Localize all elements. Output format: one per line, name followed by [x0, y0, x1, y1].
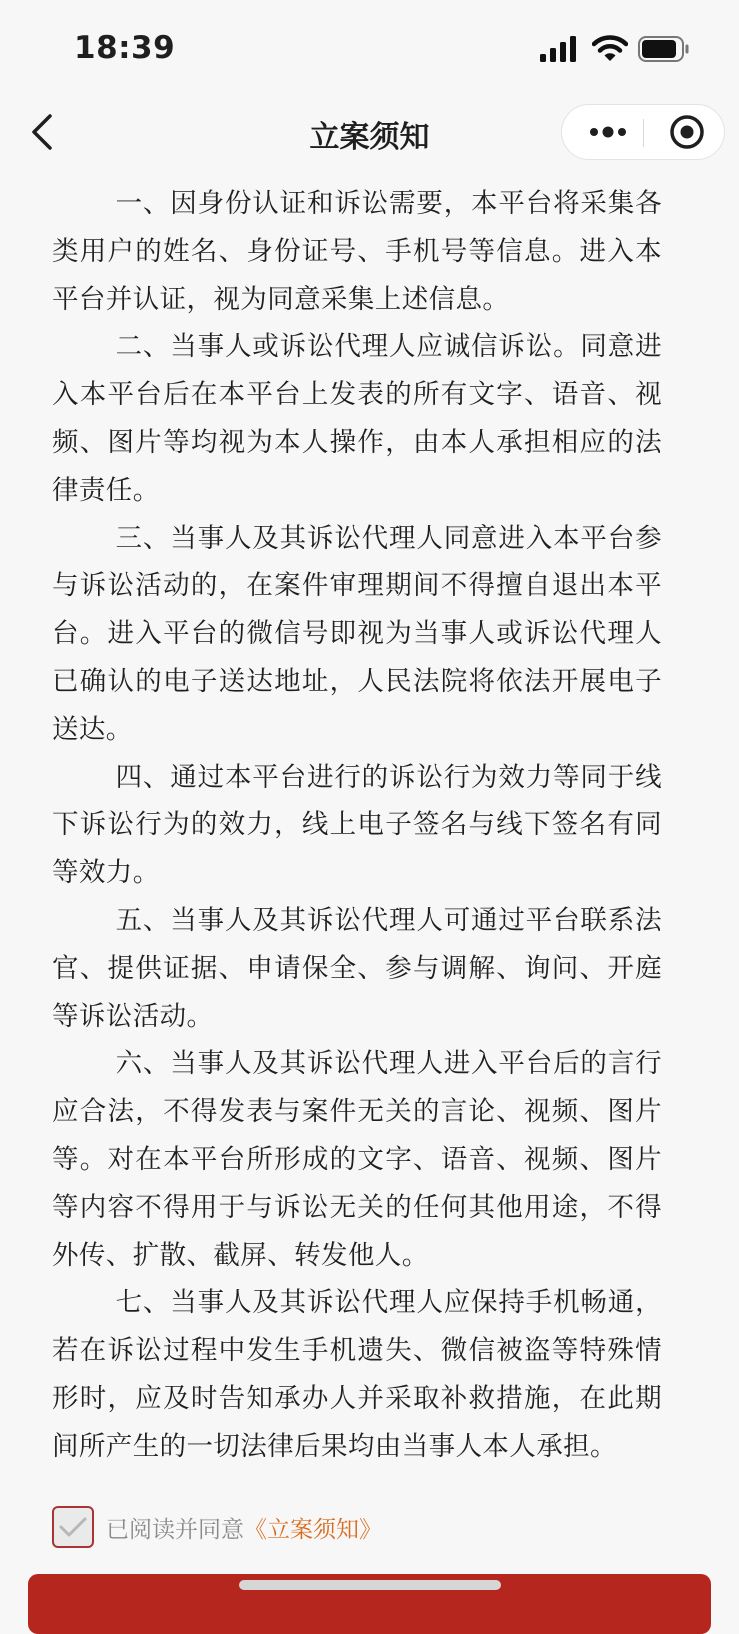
notice-paragraph-4: 四、通过本平台进行的诉讼行为效力等同于线下诉讼行为的效力，线上电子签名与线下签名有同等效力。 — [52, 761, 662, 889]
agree-checkbox[interactable] — [52, 1506, 94, 1548]
target-circle-icon — [669, 114, 705, 150]
notice-paragraph-5: 五、当事人及其诉讼代理人可通过平台联系法官、提供证据、申请保全、参与调解、询问、开庭等诉讼活动。 — [52, 904, 662, 1032]
notice-paragraph-2: 二、当事人或诉讼代理人应诚信诉讼。同意进入本平台后在本平台上发表的所有文字、语音、视频、图片等均视为本人操作，由本人承担相应的法律责任。 — [52, 331, 662, 506]
nav-bar — [0, 96, 739, 168]
cellular-signal-icon — [540, 36, 578, 62]
more-dots-icon — [588, 125, 628, 139]
capsule-divider — [643, 119, 644, 147]
more-button[interactable] — [584, 105, 632, 159]
agree-label: 已阅读并同意 — [106, 1516, 244, 1543]
notice-paragraph-3: 三、当事人及其诉讼代理人同意进入本平台参与诉讼活动的，在案件审理期间不得擅自退出本平台。进入平台的微信号即视为当事人或诉讼代理人已确认的电子送达地址，人民法院将依法开展电子送达。 — [52, 522, 662, 745]
wifi-icon — [592, 34, 628, 62]
notice-link[interactable]: 《立案须知》 — [244, 1516, 382, 1543]
battery-icon — [638, 36, 690, 62]
notice-paragraph-1: 一、因身份认证和诉讼需要，本平台将采集各类用户的姓名、身份证号、手机号等信息。进入本平台并认证，视为同意采集上述信息。 — [52, 188, 662, 315]
notice-paragraph-7: 七、当事人及其诉讼代理人应保持手机畅通，若在诉讼过程中发生手机遗失、微信被盗等特殊情形时，应及时告知承办人并采取补救措施，在此期间所产生的一切法律后果均由当事人本人承担。 — [52, 1287, 662, 1462]
page-title: 立案须知 — [309, 120, 430, 155]
agreement-row — [52, 1504, 382, 1550]
notice-paragraph-6: 六、当事人及其诉讼代理人进入平台后的言行应合法，不得发表与案件无关的言论、视频、图片等。对在本平台所形成的文字、语音、视频、图片等内容不得用于与诉讼无关的任何其他用途，不得外传、扩散、截屏、转发他人。 — [52, 1048, 662, 1271]
status-bar — [0, 0, 739, 96]
miniprogram-capsule — [561, 104, 725, 160]
home-indicator — [239, 1580, 501, 1590]
close-miniprogram-button[interactable] — [660, 105, 714, 159]
checkmark-icon — [58, 1515, 88, 1539]
status-time: 18:39 — [74, 30, 176, 66]
notice-content — [52, 180, 662, 1471]
